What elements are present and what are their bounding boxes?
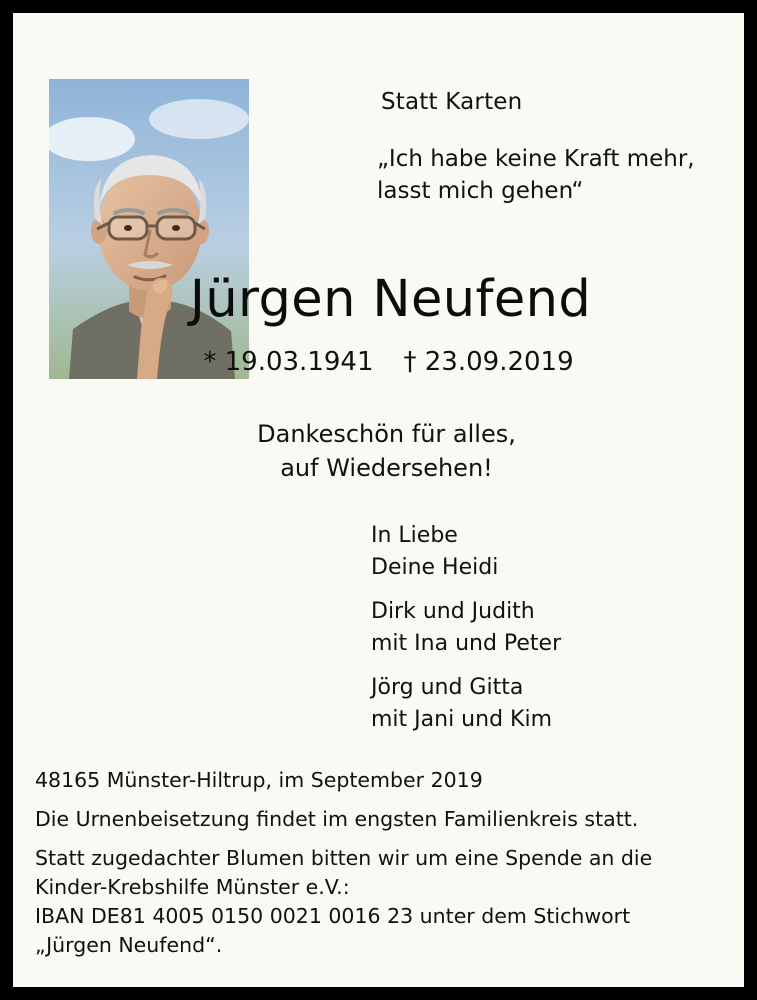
donation-block xyxy=(35,844,722,960)
deceased-name: Jürgen Neufend xyxy=(189,270,592,329)
portrait-photo-image xyxy=(49,79,249,379)
family-line: mit Ina und Peter xyxy=(371,631,562,656)
donation-line-1: Statt zugedachter Blumen bitten wir um eine Spende an die xyxy=(35,846,653,870)
place-date-line: 48165 Münster-Hiltrup, im September 2019 xyxy=(35,768,483,792)
quote-line-1: „Ich habe keine Kraft mehr, xyxy=(377,146,695,172)
quote-block xyxy=(269,143,719,207)
thanks-line-2: auf Wiedersehen! xyxy=(280,454,493,482)
family-block xyxy=(371,520,561,736)
donation-line-2: Kinder-Krebshilfe Münster e.V.: xyxy=(35,875,350,899)
thanks-block xyxy=(13,417,744,485)
iban-line: IBAN DE81 4005 0150 0021 0016 23 unter dem Stichwort xyxy=(35,904,631,928)
portrait-photo xyxy=(49,79,249,379)
family-group xyxy=(371,596,561,660)
death-date: † 23.09.2019 xyxy=(403,347,574,377)
family-group xyxy=(371,520,561,584)
family-line: mit Jani und Kim xyxy=(371,707,552,732)
family-line: Deine Heidi xyxy=(371,555,499,580)
life-dates xyxy=(13,345,744,379)
upper-text-block xyxy=(269,87,719,207)
statt-karten-line: Statt Karten xyxy=(381,89,523,115)
quote-line-2: lasst mich gehen“ xyxy=(377,178,584,204)
family-group xyxy=(371,672,561,736)
family-line: Jörg und Gitta xyxy=(371,675,524,700)
keyword-line: „Jürgen Neufend“. xyxy=(35,933,223,957)
birth-date: * 19.03.1941 xyxy=(203,347,374,377)
obituary-notice xyxy=(13,13,744,987)
thanks-line-1: Dankeschön für alles, xyxy=(257,420,516,448)
family-line: Dirk und Judith xyxy=(371,599,535,624)
footer-block xyxy=(35,766,722,960)
family-line: In Liebe xyxy=(371,523,458,548)
burial-line: Die Urnenbeisetzung findet im engsten Familienkreis statt. xyxy=(35,807,639,831)
